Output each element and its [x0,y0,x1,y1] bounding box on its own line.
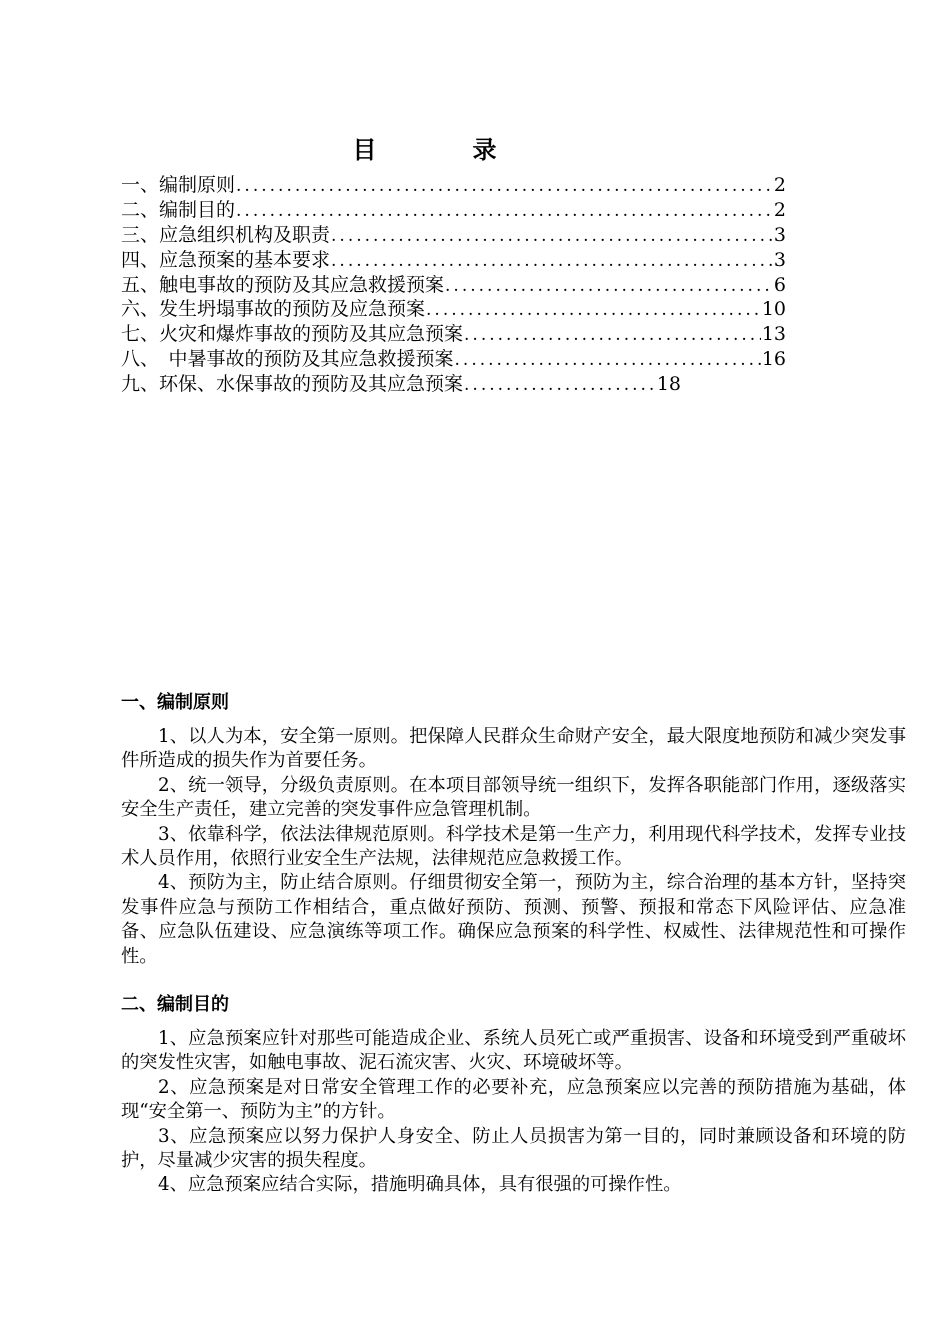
toc-leader-dots [464,323,761,348]
paragraph: 1、应急预案应针对那些可能造成企业、系统人员死亡或严重损害、设备和环境受到严重破坏的突发性灾害，如触电事故、泥石流灾害、火灾、环境破坏等。 [121,1028,906,1074]
paragraph: 1、以人为本，安全第一原则。把保障人民群众生命财产安全，最大限度地预防和减少突发事件所造成的损失作为首要任务。 [121,726,906,772]
paragraph: 2、统一领导，分级负责原则。在本项目部领导统一组织下，发挥各职能部门作用，逐级落实安全生产责任，建立完善的突发事件应急管理机制。 [121,774,906,821]
toc-entry[interactable] [121,372,681,397]
toc-leader-dots [464,373,656,398]
toc-entry-page: 3 [773,223,786,246]
section-heading: 一、编制原则 [121,692,229,713]
toc-entry-label: 六、发生坍塌事故的预防及应急预案 [121,298,426,321]
toc-entry-page: 6 [773,273,786,296]
toc-entry[interactable] [121,248,786,273]
toc-leader-dots [445,274,773,299]
toc-entry[interactable] [121,347,786,372]
toc-entry-label: 八、 中暑事故的预防及其应急救援预案 [121,348,454,371]
toc-leader-dots [236,199,773,224]
toc-entry-page: 3 [773,248,786,271]
paragraph: 3、应急预案应以努力保护人身安全、防止人员损害为第一目的，同时兼顾设备和环境的防护，尽量减少灾害的损失程度。 [121,1125,906,1172]
toc-entry[interactable] [121,223,786,248]
section-body [121,725,906,969]
toc-leader-dots [236,174,773,199]
section-heading: 二、编制目的 [121,994,229,1015]
toc-entry-label: 一、编制原则 [121,174,236,196]
toc-entry-page: 18 [656,373,681,396]
toc-entry[interactable] [121,273,786,298]
section-principles [121,690,906,969]
toc-entry-label: 二、编制目的 [121,198,236,221]
toc-entry-page: 10 [761,298,786,321]
toc-entry[interactable] [121,173,786,198]
paragraph: 2、应急预案是对日常安全管理工作的必要补充，应急预案应以完善的预防措施为基础，体现“安全第一、预防为主”的方针。 [121,1076,906,1123]
table-of-contents [121,173,786,397]
toc-entry-page: 2 [773,174,786,196]
toc-entry-page: 16 [761,348,786,371]
toc-entry-label: 九、环保、水保事故的预防及其应急预案 [121,373,464,396]
toc-entry-page: 2 [773,198,786,221]
section-body [121,1027,906,1198]
toc-leader-dots [331,249,773,274]
paragraph: 4、预防为主，防止结合原则。仔细贯彻安全第一，预防为主，综合治理的基本方针，坚持突发事件应急与预防工作相结合，重点做好预防、预测、预警、预报和常态下风险评估、应急准备、应急队伍建设、应急演练等项工作。确保应急预案的科学性、权威性、法律规范性和可操作性。 [121,872,906,967]
toc-entry-label: 三、应急组织机构及职责 [121,223,331,246]
toc-entry[interactable] [121,198,786,223]
toc-title: 目 录 [352,136,533,164]
toc-leader-dots [331,224,773,249]
paragraph: 3、依靠科学，依法法律规范原则。科学技术是第一生产力，利用现代科学技术，发挥专业技术人员作用，依照行业安全生产法规，法律规范应急救援工作。 [121,823,906,870]
toc-leader-dots [426,298,761,323]
section-purpose [121,992,906,1198]
toc-leader-dots [455,348,761,373]
paragraph: 4、应急预案应结合实际，措施明确具体，具有很强的可操作性。 [158,1174,682,1196]
toc-entry-page: 13 [761,323,786,346]
toc-entry-label: 四、应急预案的基本要求 [121,248,331,271]
toc-entry-label: 七、火灾和爆炸事故的预防及其应急预案 [121,323,464,346]
toc-entry[interactable] [121,322,786,347]
toc-entry[interactable] [121,297,786,322]
toc-entry-label: 五、触电事故的预防及其应急救援预案 [121,273,445,296]
